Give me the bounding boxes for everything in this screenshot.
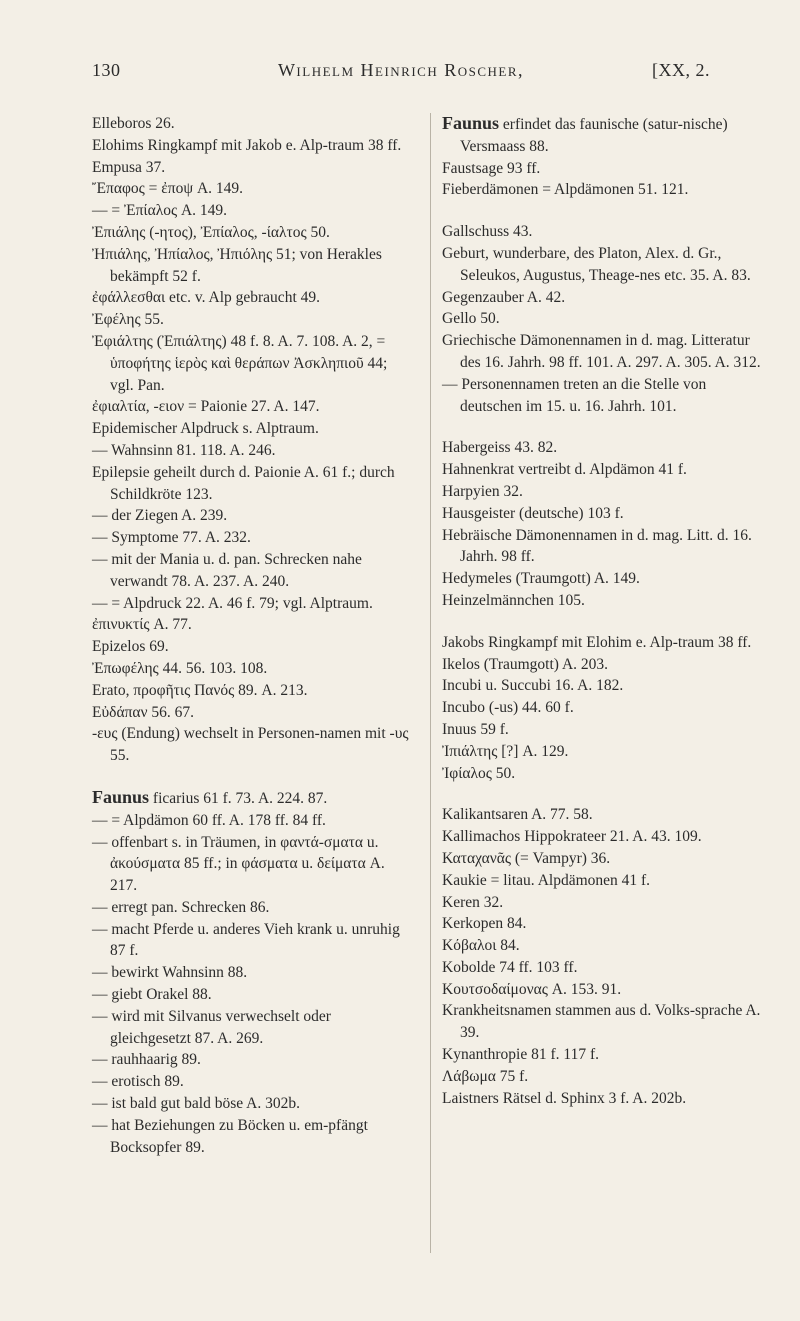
index-entry: Εὐδάπαν 56. 67. [92,703,195,721]
index-column-left [92,113,410,1158]
index-entry: Elleboros 26. [92,115,175,132]
index-entry: Gallschuss 43. [442,223,533,241]
index-entry: Kynanthropie 81 f. 117 f. [442,1046,599,1064]
index-entry: — rauhhaarig 89. [92,1051,201,1069]
index-entry: Ἠπιάλης, Ἠπίαλος, Ἠπιόλης 51; von Herakles bekämpft 52 f. [92,245,382,285]
index-entry: — wird mit Silvanus verwechselt oder gleichgesetzt 87. A. 269. [92,1007,331,1047]
index-entry: Kobolde 74 ff. 103 ff. [442,958,578,976]
index-entry: — Symptome 77. A. 232. [92,529,251,547]
index-entry: Faustsage 93 ff. [442,159,541,177]
index-entry: -ευς (Endung) wechselt in Personen-namen mit -υς 55. [92,725,409,765]
index-entry: — offenbart s. in Träumen, in φαντά-σματα u. ἀκούσματα 85 ff.; in φάσματα u. δείματα A. 217. [92,833,385,895]
index-entry: Keren 32. [442,893,504,911]
index-entry: Jakobs Ringkampf mit Elohim e. Alp-traum 38 ff. [442,633,752,651]
column-divider [430,113,431,1253]
entry-gap [442,417,762,437]
index-entry: Ἰφίαλος 50. [442,764,516,782]
index-entry: Kalikantsaren A. 77. 58. [442,806,593,824]
index-entry: Incubi u. Succubi 16. A. 182. [442,677,624,695]
index-entry: — bewirkt Wahnsinn 88. [92,964,248,982]
index-entry: Hausgeister (deutsche) 103 f. [442,504,624,522]
index-column-right [442,113,762,1109]
index-entry: — ist bald gut bald böse A. 302b. [92,1095,300,1113]
index-entry: Hebräische Dämonennamen in d. mag. Litt. d. 16. Jahrh. 98 ff. [442,526,752,566]
index-entry: Kerkopen 84. [442,915,527,933]
index-entry: — Personennamen treten an die Stelle von deutschen im 15. u. 16. Jahrh. 101. [442,375,707,415]
index-entry: — Wahnsinn 81. 118. A. 246. [92,441,276,459]
index-entry: Habergeiss 43. 82. [442,439,558,457]
index-entry: Incubo (-us) 44. 60 f. [442,699,574,717]
index-entry: ἐφιαλτία, -ειον = Paionie 27. A. 147. [92,398,320,416]
index-entry: — giebt Orakel 88. [92,986,212,1004]
index-entry: Heinzelmännchen 105. [442,591,585,609]
running-header [92,60,710,90]
index-entry: Ἔπαφος = ἐποψ A. 149. [92,180,244,198]
index-entry: — = Alpdämon 60 ff. A. 178 ff. 84 ff. [92,811,326,829]
index-entry: — mit der Mania u. d. pan. Schrecken nahe verwandt 78. A. 237. A. 240. [92,550,362,590]
index-entry: Ikelos (Traumgott) A. 203. [442,655,609,673]
entry-gap [442,201,762,221]
index-entry: Inuus 59 f. [442,720,509,738]
index-entry: ἐφάλλεσθαι etc. v. Alp gebraucht 49. [92,289,320,307]
entry-gap [92,767,410,787]
index-entry: Gegenzauber A. 42. [442,288,566,306]
index-entry: Harpyien 32. [442,482,523,500]
entry-gap [442,612,762,632]
index-entry: Ἐφέλης 55. [92,311,164,329]
index-entry: Epilepsie geheilt durch d. Paionie A. 61 f.; durch Schildkröte 123. [92,463,395,503]
index-entry: Geburt, wunderbare, des Platon, Alex. d. Gr., Seleukos, Augustus, Theage-nes etc. 35. A. 83. [442,244,751,284]
index-entry: Faunus erfindet das faunische (satur-nische) Versmaass 88. [442,113,728,155]
running-title: Wilhelm Heinrich Roscher, [277,60,525,80]
entry-gap [442,784,762,804]
index-entry: Faunus ficarius 61 f. 73. A. 224. 87. [92,786,328,807]
index-entry: Κόβαλοι 84. [442,937,520,955]
index-entry: Epidemischer Alpdruck s. Alptraum. [92,420,319,438]
index-entry: Erato, προφῆτις Πανός 89. A. 213. [92,681,308,699]
index-entry: — hat Beziehungen zu Böcken u. em-pfängt Bocksopfer 89. [92,1116,368,1156]
index-entry: Λάβωμα 75 f. [442,1067,529,1085]
index-entry: Hedymeles (Traumgott) A. 149. [442,570,640,588]
index-entry: — erregt pan. Schrecken 86. [92,898,270,916]
index-entry: Laistners Rätsel d. Sphinx 3 f. A. 202b. [442,1089,687,1107]
page-number: 130 [92,60,121,80]
index-entry: Fieberdämonen = Alpdämonen 51. 121. [442,181,689,199]
index-entry: ἐπινυκτίς A. 77. [92,616,192,634]
index-entry: — = Alpdruck 22. A. 46 f. 79; vgl. Alptraum. [92,594,373,612]
index-entry: — erotisch 89. [92,1073,184,1091]
index-entry: Hahnenkrat vertreibt d. Alpdämon 41 f. [442,461,687,479]
index-entry: — = Ἐπίαλος A. 149. [92,202,228,220]
index-entry: Empusa 37. [92,158,166,176]
index-entry: — macht Pferde u. anderes Vieh krank u. unruhig 87 f. [92,920,400,960]
index-entry: Ἐφιάλτης (Ἐπιάλτης) 48 f. 8. A. 7. 108. A. 2, = ὑποφήτης ἱερὸς καὶ θεράπων Ἀσκληπιοῦ 44; vgl. Pan. [92,332,388,394]
index-entry: Καταχανᾶς (= Vampyr) 36. [442,849,611,867]
index-entry: Kaukie = litau. Alpdämonen 41 f. [442,871,651,889]
index-entry: Epizelos 69. [92,638,169,656]
index-entry: Ἐπωφέλης 44. 56. 103. 108. [92,659,268,677]
index-entry: Ἰπιάλτης [?] A. 129. [442,742,569,760]
section-label: [XX, 2. [652,60,710,80]
index-entry: Elohims Ringkampf mit Jakob e. Alp-traum 38 ff. [92,136,402,154]
index-entry: Krankheitsnamen stammen aus d. Volks-sprache A. 39. [442,1002,761,1042]
index-entry: Ἐπιάλης (-ητος), Ἐπίαλος, -ίαλτος 50. [92,223,330,241]
index-entry: — der Ziegen A. 239. [92,507,228,525]
index-entry: Griechische Dämonennamen in d. mag. Litteratur des 16. Jahrh. 98 ff. 101. A. 297. A. 305. A. 312. [442,332,761,371]
index-entry: Gello 50. [442,310,500,328]
index-entry: Kallimachos Hippokrateer 21. A. 43. 109. [442,828,702,846]
index-entry: Κουτσοδαίμονας A. 153. 91. [442,980,622,998]
